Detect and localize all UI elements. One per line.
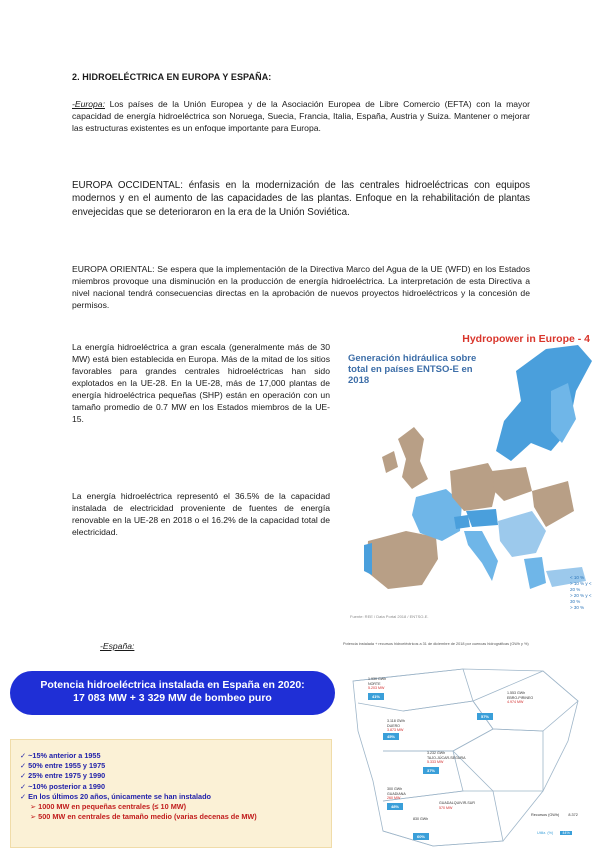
banner-line-1: Potencia hidroeléctrica instalada en España en 2020: [40,679,305,691]
slide-list [20,751,257,822]
legend-value: 8.372 [568,813,578,817]
espana-label: -España: [100,641,135,651]
portugal-region [364,543,372,575]
basin-mw: 260 MW [387,796,401,800]
basins-legend [531,813,578,817]
poland-region [492,467,532,501]
greece-region [524,557,546,589]
basin-pct-badge: 41% [368,693,384,700]
basin-gwh: 830 GWh [413,817,429,821]
switzerland-region [454,515,470,529]
basin-gwh: 3.232 GWh [427,751,446,755]
europa-label: -Europa: [72,99,105,109]
iberia-region [366,531,438,589]
basin-name: NORTE [368,681,381,686]
basin-pct-badge: 37% [423,767,439,774]
basin-name: EBRO-PIRINEO [507,695,534,700]
basin-pct-badge: 48% [387,803,403,810]
basin-guadiana [387,787,406,801]
basins-caption: Potencia instalada + recursos hidroeléctricos a 31 de diciembre de 2018 por cuencas hidrográficas (GWh y %) [343,642,529,646]
basins-legend-pct [537,831,572,835]
basin-name: TAJO-JÚCAR-SEGURA [427,755,466,760]
basin-pct-badge: 60% [413,833,429,840]
basin-mw: 3.873 MW [387,728,404,732]
basin-name: GUADIANA [387,791,406,796]
oriental-paragraph: EUROPA ORIENTAL: Se espera que la implementación de la Directiva Marco del Agua de la UE (WFD) en los Estados miembros provoque una disminución en la producción de energía hidroeléctrica. La interpretación de esta Directiva a nivel nacional tendrá consecuencias directas en la aprobación de nuevos proyectos hidroeléctricos y la concesión de permisos. [72,264,530,310]
basin-mw: 5.333 MW [427,760,444,764]
spain-capacity-slide [0,659,343,848]
list-item: ✓ 25% entre 1975 y 1990 [20,771,106,781]
legend-item: > 20 % y < 30 % [570,593,592,604]
europa-text: Los países de la Unión Europea y de la Asociación Europea de Libre Comercio (EFTA) con la mayor capacidad de energía hidroeléctrica son Noruega, Suecia, Francia, Italia, España, Austria y Suiza. Mantener o mejorar las estructuras existentes es un enfoque importante para Europa. [72,99,530,133]
basin-pct-badge: 57% [477,713,493,720]
italy-region [464,531,498,581]
slide-banner [10,671,335,715]
list-item: ✓ 50% entre 1955 y 1975 [20,761,106,771]
scandinavia-region [496,345,592,461]
sub-list-item: ➢ 1000 MW en pequeñas centrales (≤ 10 MW) [30,802,187,812]
europa-paragraph [72,98,530,134]
basin-pct-badge: 45% [383,733,399,740]
map-source: Fuente: REE / Data Portal 2018 / ENTSO-E. [350,614,429,619]
austria-region [466,509,498,527]
list-item: ✓ ~10% posterior a 1990 [20,781,106,791]
large-hydro-paragraph: La energía hidroeléctrica a gran escala (generalmente más de 30 MW) está bien establecida en Europa. Más de la mitad de los sitios favorables para grandes centrales hidroeléctricas han sido explotados en la UE-28. En la UE-28, más de 17,000 plantas de energía hidroeléctrica pequeñas (SHP) están en operación con un tamaño promedio de 0.7 MW en los Estados miembros de la UE-15. [72,342,330,424]
legend-label: Recursos (GWh) [531,813,560,817]
ireland-region [382,451,398,473]
banner-line-2: 17 083 MW + 3 329 MW de bombeo puro [73,692,272,704]
map-legend [570,575,596,611]
basin-tajo [427,751,465,765]
basin-guadalquivir [439,801,475,810]
basin-norte [368,677,386,691]
basin-mw: 5.203 MW [368,686,385,690]
occidental-paragraph: EUROPA OCCIDENTAL: énfasis en la modernización de las centrales hidroeléctricas con equipos modernos y en el aumento de las capacidades de las plantas. Enfoque en la rehabilitación de plantas envejecidas que se deterioraron en la era de la Unión Soviética. [72,180,530,218]
basin-name: DUERO [387,723,400,728]
spain-basins-figure [343,641,600,848]
basin-gwh: 3.118 GWh [387,719,405,723]
legend-item: < 10 % [570,575,585,580]
section-heading: 2. HIDROELÉCTRICA EN EUROPA Y ESPAÑA: [72,72,272,82]
basin-gwh: 1.930 GWh [368,677,387,681]
list-item: ✓ ~15% anterior a 1955 [20,751,101,760]
share-paragraph: La energía hidroeléctrica representó el 36.5% de la capacidad instalada de electricidad proveniente de fuentes de energía renovable en la UE-28 en 2018 o el 16.2% de la capacidad total de electricidad. [72,491,330,537]
list-item: ✓ En los últimos 20 años, únicamente se han instalado [20,791,212,801]
basin-name: GUADALQUIVIR-SUR [439,801,475,805]
basin-south [413,817,428,822]
balkans-region [498,511,546,557]
map-subtitle: Generación hidráulica sobre total en países ENTSO-E en 2018 [348,353,477,386]
basin-gwh: 300 GWh [387,787,403,791]
basin-mw: 4.974 MW [507,700,524,704]
europe-map [346,331,596,623]
legend-item: > 10 % y < 20 % [570,581,592,592]
legend-item: > 30 % [570,605,585,610]
basin-gwh: 1.553 GWh [507,691,526,695]
europe-map-figure [346,331,596,623]
sub-list-item: ➢ 500 MW en centrales de tamaño medio (varias decenas de MW) [30,812,257,822]
basin-duero [387,719,405,733]
map-title: Hydropower in Europe - 4 [462,333,590,345]
legend-pct: 44% [562,831,570,835]
basin-ebro [507,691,533,705]
uk-region [398,427,428,489]
legend-pct-label: Utiliz. (%) [537,831,554,835]
basin-mw: 570 MW [439,805,453,810]
